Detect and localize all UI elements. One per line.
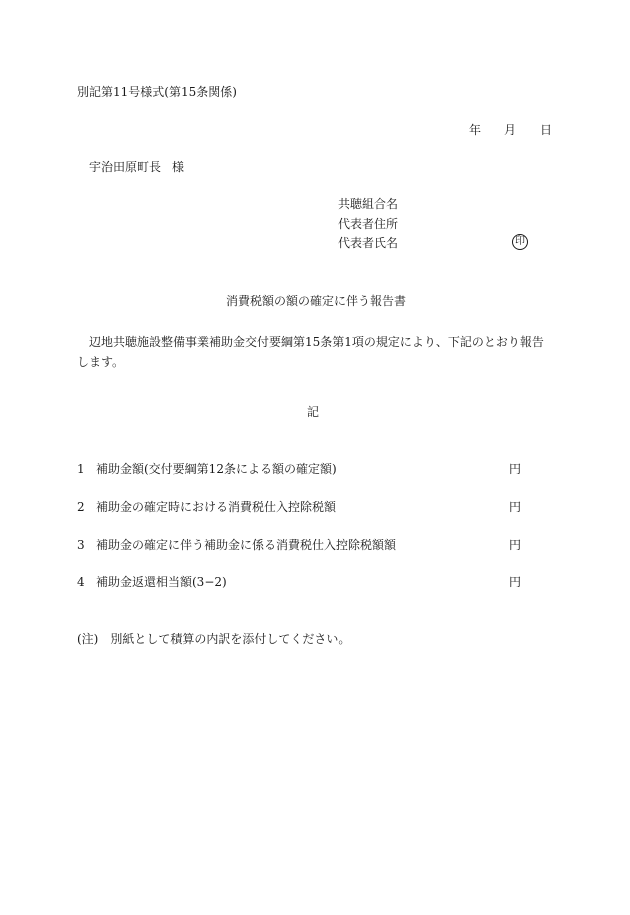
document-title: 消費税額の額の確定に伴う報告書: [226, 294, 407, 308]
item-unit: 円: [509, 575, 522, 589]
date-day-label: 日: [540, 123, 553, 137]
note-text: (注) 別紙として積算の内訳を添付してください。: [77, 632, 351, 646]
date-year-label: 年: [469, 123, 482, 137]
item-label: 補助金額(交付要綱第12条による額の確定額): [96, 462, 337, 476]
union-name-label: 共聴組合名: [338, 197, 399, 211]
item-number: 4: [77, 575, 85, 589]
representative-address-label: 代表者住所: [338, 217, 399, 231]
item-number: 2: [77, 500, 85, 514]
item-number: 1: [77, 462, 85, 476]
form-label: 別記第11号様式(第15条関係): [77, 85, 237, 99]
item-unit: 円: [509, 538, 522, 552]
body-paragraph: 辺地共聴施設整備事業補助金交付要綱第15条第1項の規定により、下記のとおり報告します。: [77, 335, 544, 369]
item-unit: 円: [509, 500, 522, 514]
item-number: 3: [77, 538, 85, 552]
date-month-label: 月: [504, 123, 517, 137]
item-label: 補助金返還相当額(3−2): [96, 575, 227, 589]
representative-name-label: 代表者氏名: [338, 236, 399, 250]
item-label: 補助金の確定に伴う補助金に係る消費税仕入控除税額額: [96, 538, 397, 552]
item-label: 補助金の確定時における消費税仕入控除税額: [96, 500, 337, 514]
ki-heading: 記: [307, 405, 320, 419]
seal-icon: 印: [512, 234, 528, 250]
addressee-suffix: 様: [172, 160, 185, 174]
addressee-name: 宇治田原町長: [89, 160, 162, 174]
item-unit: 円: [509, 462, 522, 476]
